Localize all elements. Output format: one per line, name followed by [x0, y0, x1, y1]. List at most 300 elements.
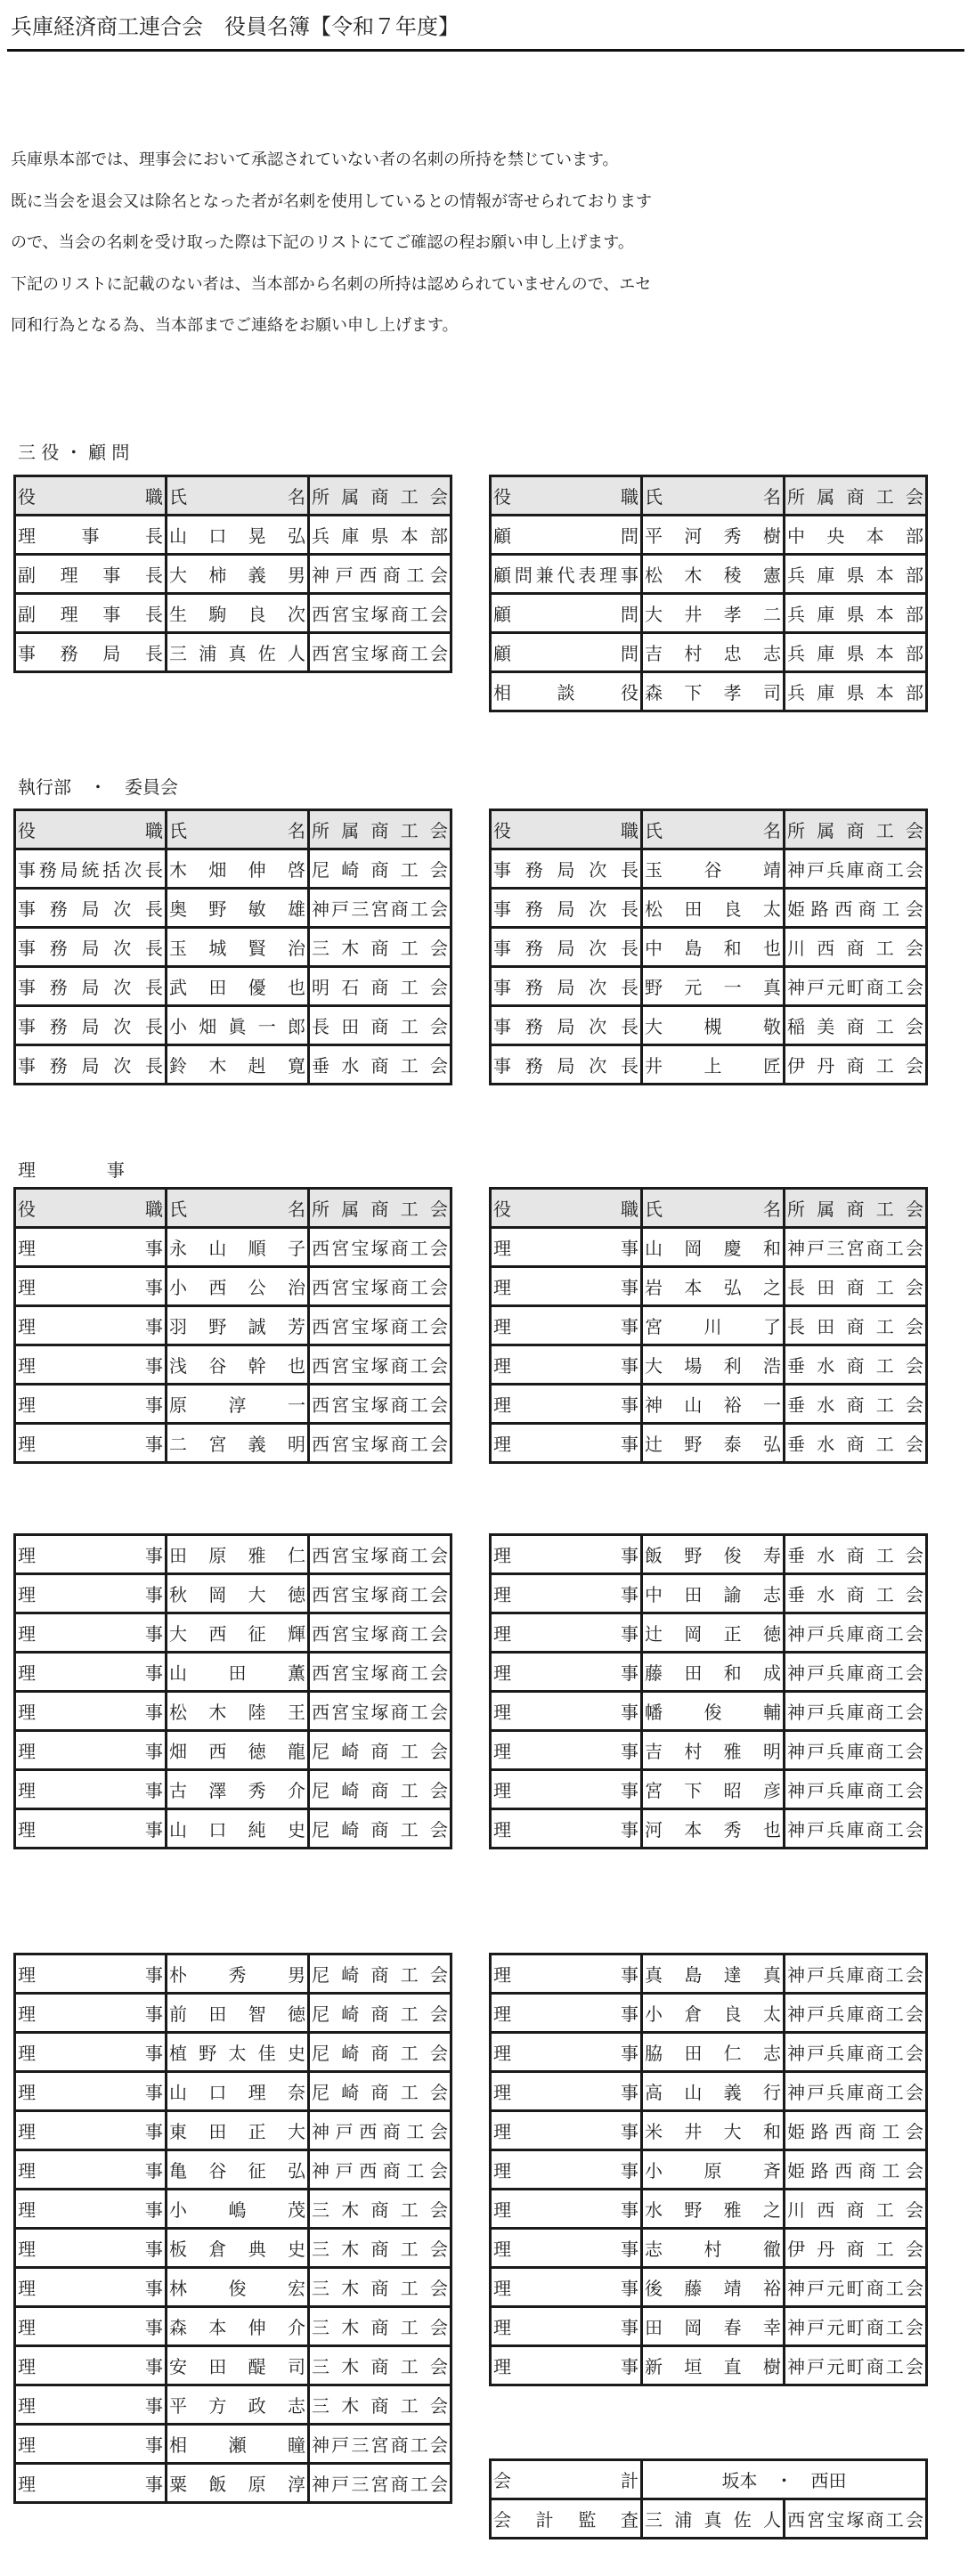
- name-cell-text: 宮 川 了: [645, 1316, 781, 1337]
- affiliation-cell: [785, 633, 927, 672]
- affiliation-cell: [309, 1045, 451, 1085]
- role-cell: [491, 967, 642, 1006]
- role-cell-text: 理 事: [493, 1316, 638, 1337]
- table-row: [491, 1809, 927, 1849]
- table-row: [15, 2033, 451, 2072]
- affiliation-cell: [785, 928, 927, 967]
- affiliation-cell-text: 西 宮 宝 塚 商 工 会: [312, 1702, 448, 1723]
- header-affiliation: [309, 476, 451, 516]
- name-cell-text: 安 田 醍 司: [169, 2356, 305, 2377]
- table-row: [491, 1267, 927, 1306]
- role-cell: [491, 1653, 642, 1692]
- table-row: [15, 2464, 451, 2503]
- role-cell-text: 理 事: [493, 1964, 638, 1986]
- affiliation-cell: [309, 889, 451, 928]
- name-cell-text: 相 瀬 瞳: [169, 2434, 305, 2456]
- role-cell: [491, 2190, 642, 2229]
- name-cell: [642, 849, 785, 889]
- name-cell-text: 粟 飯 原 淳: [169, 2474, 305, 2495]
- role-cell: [15, 1574, 167, 1613]
- role-cell: [491, 555, 642, 594]
- affiliation-cell: [309, 2111, 451, 2150]
- affiliation-cell-text: 中 央 本 部: [787, 525, 923, 547]
- affiliation-cell-text: 西 宮 宝 塚 商 工 会: [312, 1316, 448, 1337]
- role-cell-text: 理 事: [493, 1545, 638, 1566]
- header-name: [642, 476, 785, 516]
- role-cell-text: 理 事: [493, 1355, 638, 1377]
- affiliation-cell: [785, 1045, 927, 1085]
- affiliation-cell-text: 稲 美 商 工 会: [787, 1016, 923, 1037]
- notice-line: ので、当会の名刺を受け取った際は下記のリストにてご確認の程お願い申し上げます。: [11, 233, 634, 252]
- name-cell-text: 大 西 征 輝: [169, 1623, 305, 1645]
- name-cell-text: 中 島 和 也: [645, 938, 781, 959]
- affiliation-cell-text: 三 木 商 工 会: [312, 2317, 448, 2338]
- table-row: [15, 633, 451, 672]
- affiliation-cell: [309, 1613, 451, 1653]
- name-cell: [167, 1770, 309, 1809]
- affiliation-cell-text: 西 宮 宝 塚 商 工 会: [312, 1584, 448, 1605]
- name-cell: [167, 849, 309, 889]
- affiliation-cell: [309, 1954, 451, 1994]
- header-role-text: 役 職: [493, 820, 638, 841]
- name-cell-text: 東 田 正 大: [169, 2121, 305, 2142]
- header-role: [15, 810, 167, 849]
- affiliation-cell: [309, 2033, 451, 2072]
- role-cell-text: 顧 問: [493, 525, 638, 547]
- role-cell-text: 理 事: [18, 1394, 163, 1416]
- table-row: [491, 2072, 927, 2111]
- auditor-role-cell: [491, 2499, 642, 2539]
- table-row: [15, 2150, 451, 2190]
- affiliation-cell: [309, 633, 451, 672]
- affiliation-cell-text: 三 木 商 工 会: [312, 2395, 448, 2417]
- affiliation-cell-text: 尼 崎 商 工 会: [312, 1780, 448, 1801]
- name-cell-text: 松 田 良 太: [645, 898, 781, 920]
- affiliation-cell: [785, 555, 927, 594]
- table-row: [491, 2111, 927, 2150]
- affiliation-cell: [785, 594, 927, 633]
- table-header-row: [491, 810, 927, 849]
- table-row: [491, 1424, 927, 1463]
- affiliation-cell: [309, 1424, 451, 1463]
- table-row: [15, 2229, 451, 2268]
- table-row: [15, 928, 451, 967]
- name-cell: [167, 889, 309, 928]
- role-cell: [15, 1306, 167, 1345]
- affiliation-cell: [785, 1385, 927, 1424]
- header-name-text: 氏 名: [169, 820, 305, 841]
- name-cell-text: 三 浦 真 佐 人: [169, 643, 305, 664]
- name-cell: [642, 594, 785, 633]
- affiliation-cell: [785, 1994, 927, 2033]
- affiliation-cell-text: 神 戸 兵 庫 商 工 会: [787, 2082, 923, 2103]
- name-cell-text: 幡 俊 輔: [645, 1702, 781, 1723]
- name-cell: [642, 1535, 785, 1574]
- affiliation-cell: [309, 1809, 451, 1849]
- role-cell: [15, 1994, 167, 2033]
- name-cell-text: 水 野 雅 之: [645, 2199, 781, 2221]
- role-cell-text: 理 事: [493, 2239, 638, 2260]
- section-label: 理 事: [18, 1159, 125, 1181]
- affiliation-cell-text: 神 戸 三 宮 商 工 会: [787, 1238, 923, 1259]
- role-cell-text: 事 務 局 次 長: [493, 1055, 638, 1077]
- affiliation-cell-text: 尼 崎 商 工 会: [312, 859, 448, 881]
- notice-line: 下記のリストに記載のない者は、当本部から名刺の所持は認められていませんので、エセ: [11, 274, 652, 294]
- role-cell: [15, 849, 167, 889]
- name-cell-text: 武 田 優 也: [169, 977, 305, 998]
- table-row: [491, 2190, 927, 2229]
- name-cell: [642, 1809, 785, 1849]
- header-name-text: 氏 名: [645, 1199, 781, 1220]
- role-cell: [491, 1385, 642, 1424]
- table-row: [15, 1306, 451, 1345]
- affiliation-cell: [309, 849, 451, 889]
- role-cell: [15, 2268, 167, 2307]
- section-label: 三 役 ・ 顧 問: [18, 442, 130, 463]
- header-role-text: 役 職: [493, 486, 638, 508]
- table-row: [491, 2268, 927, 2307]
- role-cell-text: 事 務 局 次 長: [18, 1016, 163, 1037]
- affiliation-cell: [785, 672, 927, 711]
- affiliation-cell-text: 垂 水 商 工 会: [787, 1394, 923, 1416]
- treasurer-row: [491, 2460, 927, 2499]
- header-role-text: 役 職: [18, 1199, 163, 1220]
- table-row: [491, 516, 927, 555]
- header-name-text: 氏 名: [169, 486, 305, 508]
- name-cell-text: 大 槻 敬: [645, 1016, 781, 1037]
- name-cell-text: 林 俊 宏: [169, 2278, 305, 2299]
- role-cell-text: 事 務 局 次 長: [493, 898, 638, 920]
- affiliation-cell: [309, 1994, 451, 2033]
- affiliation-cell: [309, 516, 451, 555]
- role-cell: [491, 1731, 642, 1770]
- affiliation-cell-text: 神 戸 兵 庫 商 工 会: [787, 2003, 923, 2025]
- role-cell: [491, 1006, 642, 1045]
- role-cell-text: 理 事: [18, 1702, 163, 1723]
- affiliation-cell-text: 西 宮 宝 塚 商 工 会: [312, 1394, 448, 1416]
- name-cell: [167, 1653, 309, 1692]
- treasurer-role-cell-text: 会 計: [493, 2470, 638, 2491]
- role-cell: [491, 2150, 642, 2190]
- role-cell: [15, 1267, 167, 1306]
- name-cell: [642, 928, 785, 967]
- affiliation-cell: [309, 2307, 451, 2346]
- table-row: [491, 633, 927, 672]
- role-cell: [15, 1228, 167, 1267]
- name-cell: [167, 1345, 309, 1385]
- name-cell-text: 田 原 雅 仁: [169, 1545, 305, 1566]
- affiliation-cell: [785, 1731, 927, 1770]
- name-cell: [167, 516, 309, 555]
- role-cell-text: 副 理 事 長: [18, 604, 163, 625]
- affiliation-cell-text: 兵 庫 県 本 部: [787, 682, 923, 703]
- role-cell: [491, 1228, 642, 1267]
- name-cell-text: 山 口 晃 弘: [169, 525, 305, 547]
- affiliation-cell-text: 姫 路 西 商 工 会: [787, 898, 923, 920]
- affiliation-cell-text: 西 宮 宝 塚 商 工 会: [312, 1545, 448, 1566]
- affiliation-cell-text: 兵 庫 県 本 部: [787, 565, 923, 586]
- table-row: [15, 967, 451, 1006]
- name-cell: [167, 633, 309, 672]
- name-cell-text: 大 井 孝 二: [645, 604, 781, 625]
- roster-table-right: [489, 475, 928, 712]
- affiliation-cell: [309, 2150, 451, 2190]
- affiliation-cell-text: 長 田 商 工 会: [312, 1016, 448, 1037]
- role-cell-text: 理 事: [18, 2356, 163, 2377]
- name-cell: [167, 1731, 309, 1770]
- role-cell-text: 相 談 役: [493, 682, 638, 703]
- name-cell: [642, 633, 785, 672]
- name-cell-text: 鈴 木 赳 寛: [169, 1055, 305, 1077]
- name-cell: [167, 2150, 309, 2190]
- table-row: [15, 889, 451, 928]
- table-row: [491, 1345, 927, 1385]
- name-cell: [642, 1692, 785, 1731]
- affiliation-cell: [785, 1345, 927, 1385]
- role-cell-text: 理 事: [18, 1780, 163, 1801]
- affiliation-cell-text: 垂 水 商 工 会: [787, 1545, 923, 1566]
- affiliation-cell: [785, 1770, 927, 1809]
- affiliation-cell-text: 西 宮 宝 塚 商 工 会: [312, 1623, 448, 1645]
- role-cell-text: 理 事: [18, 1545, 163, 1566]
- header-name: [167, 476, 309, 516]
- table-row: [491, 1045, 927, 1085]
- role-cell: [15, 2307, 167, 2346]
- role-cell-text: 理 事: [493, 1702, 638, 1723]
- affiliation-cell: [785, 2150, 927, 2190]
- role-cell-text: 理 事: [493, 1623, 638, 1645]
- role-cell-text: 事 務 局 次 長: [18, 977, 163, 998]
- affiliation-cell: [309, 2385, 451, 2425]
- name-cell: [642, 1306, 785, 1345]
- table-row: [491, 2150, 927, 2190]
- roster-table-left: [13, 475, 452, 673]
- treasurer-names-cell: 坂本 ・ 西田: [642, 2460, 927, 2499]
- role-cell: [491, 1345, 642, 1385]
- role-cell: [15, 2190, 167, 2229]
- name-cell-text: 平 方 政 志: [169, 2395, 305, 2417]
- table-row: [15, 2111, 451, 2150]
- affiliation-cell: [785, 1424, 927, 1463]
- role-cell: [15, 967, 167, 1006]
- header-affiliation-text: 所 属 商 工 会: [787, 486, 923, 508]
- name-cell: [642, 516, 785, 555]
- role-cell: [15, 1613, 167, 1653]
- name-cell: [642, 672, 785, 711]
- header-role-text: 役 職: [18, 820, 163, 841]
- role-cell-text: 理 事: [493, 2121, 638, 2142]
- table-row: [15, 1045, 451, 1085]
- role-cell: [491, 1692, 642, 1731]
- table-row: [15, 1954, 451, 1994]
- role-cell: [491, 1424, 642, 1463]
- table-row: [491, 594, 927, 633]
- role-cell-text: 理 事: [493, 2356, 638, 2377]
- name-cell: [167, 2033, 309, 2072]
- affiliation-cell: [785, 2072, 927, 2111]
- role-cell-text: 事 務 局 長: [18, 643, 163, 664]
- section-label: 執行部 ・ 委員会: [18, 776, 178, 798]
- role-cell-text: 理 事: [18, 2395, 163, 2417]
- role-cell-text: 理 事: [493, 2317, 638, 2338]
- name-cell-text: 真 島 達 真: [645, 1964, 781, 1986]
- table-row: [15, 1809, 451, 1849]
- header-role: [15, 476, 167, 516]
- role-cell-text: 理 事: [18, 1434, 163, 1455]
- affiliation-cell-text: 川 西 商 工 会: [787, 2199, 923, 2221]
- table-row: [15, 2190, 451, 2229]
- affiliation-cell: [785, 849, 927, 889]
- auditor-row: [491, 2499, 927, 2539]
- role-cell: [491, 2346, 642, 2385]
- affiliation-cell-text: 垂 水 商 工 会: [787, 1355, 923, 1377]
- name-cell-text: 高 山 義 行: [645, 2082, 781, 2103]
- affiliation-cell: [785, 2268, 927, 2307]
- name-cell-text: 古 澤 秀 介: [169, 1780, 305, 1801]
- role-cell: [491, 1994, 642, 2033]
- role-cell-text: 事 務 局 次 長: [493, 938, 638, 959]
- role-cell: [15, 2464, 167, 2503]
- role-cell: [491, 1770, 642, 1809]
- role-cell-text: 理 事 長: [18, 525, 163, 547]
- affiliation-cell-text: 三 木 商 工 会: [312, 2356, 448, 2377]
- name-cell-text: 永 山 順 子: [169, 1238, 305, 1259]
- table-row: [15, 1731, 451, 1770]
- name-cell-text: 山 岡 慶 和: [645, 1238, 781, 1259]
- role-cell-text: 事 務 局 次 長: [493, 859, 638, 881]
- name-cell-text: 藤 田 和 成: [645, 1662, 781, 1684]
- role-cell: [15, 1692, 167, 1731]
- name-cell: [642, 1385, 785, 1424]
- role-cell: [491, 1954, 642, 1994]
- affiliation-cell-text: 垂 水 商 工 会: [787, 1434, 923, 1455]
- notice-text: [11, 140, 955, 347]
- affiliation-cell: [309, 2229, 451, 2268]
- affiliation-cell-text: 長 田 商 工 会: [787, 1316, 923, 1337]
- affiliation-cell-text: 神 戸 三 宮 商 工 会: [312, 898, 448, 920]
- name-cell: [642, 1045, 785, 1085]
- affiliation-cell-text: 兵 庫 県 本 部: [312, 525, 448, 547]
- role-cell-text: 理 事: [493, 2082, 638, 2103]
- name-cell-text: 前 田 智 徳: [169, 2003, 305, 2025]
- table-row: [15, 2072, 451, 2111]
- table-header-row: [491, 476, 927, 516]
- role-cell-text: 理 事: [18, 2121, 163, 2142]
- affiliation-cell-text: 西 宮 宝 塚 商 工 会: [312, 1238, 448, 1259]
- affiliation-cell: [309, 1574, 451, 1613]
- affiliation-cell-text: 神 戸 兵 庫 商 工 会: [787, 1741, 923, 1762]
- header-role: [15, 1189, 167, 1228]
- name-cell: [642, 1770, 785, 1809]
- role-cell-text: 理 事: [18, 2003, 163, 2025]
- role-cell-text: 理 事: [493, 2199, 638, 2221]
- affiliation-cell-text: 神 戸 元 町 商 工 会: [787, 2278, 923, 2299]
- affiliation-cell: [785, 2229, 927, 2268]
- header-name: [167, 810, 309, 849]
- name-cell-text: 新 垣 直 樹: [645, 2356, 781, 2377]
- affiliation-cell: [309, 1385, 451, 1424]
- header-affiliation: [309, 1189, 451, 1228]
- name-cell: [642, 1653, 785, 1692]
- affiliation-cell: [309, 2190, 451, 2229]
- role-cell: [491, 2229, 642, 2268]
- name-cell: [642, 1228, 785, 1267]
- role-cell-text: 理 事: [493, 1741, 638, 1762]
- roster-table-left: [13, 1533, 452, 1849]
- auditor-affiliation-cell: [785, 2499, 927, 2539]
- role-cell: [15, 1045, 167, 1085]
- name-cell: [642, 2190, 785, 2229]
- role-cell: [15, 1954, 167, 1994]
- name-cell: [167, 1424, 309, 1463]
- name-cell-text: 中 田 諭 志: [645, 1584, 781, 1605]
- affiliation-cell-text: 神 戸 西 商 工 会: [312, 2121, 448, 2142]
- name-cell-text: 岩 本 弘 之: [645, 1277, 781, 1298]
- role-cell-text: 理 事: [18, 1819, 163, 1841]
- role-cell-text: 理 事: [18, 2474, 163, 2495]
- affiliation-cell: [785, 1954, 927, 1994]
- role-cell-text: 理 事: [18, 1238, 163, 1259]
- affiliation-cell: [785, 967, 927, 1006]
- table-row: [491, 2229, 927, 2268]
- name-cell: [642, 2229, 785, 2268]
- role-cell: [15, 1385, 167, 1424]
- table-row: [491, 1770, 927, 1809]
- affiliation-cell: [785, 1692, 927, 1731]
- table-row: [491, 1385, 927, 1424]
- affiliation-cell-text: 兵 庫 県 本 部: [787, 604, 923, 625]
- role-cell-text: 理 事: [493, 2160, 638, 2182]
- role-cell: [491, 1574, 642, 1613]
- affiliation-cell-text: 伊 丹 商 工 会: [787, 2239, 923, 2260]
- affiliation-cell-text: 尼 崎 商 工 会: [312, 2082, 448, 2103]
- name-cell: [642, 2307, 785, 2346]
- roster-table-left: [13, 1187, 452, 1464]
- name-cell: [642, 1267, 785, 1306]
- table-header-row: [15, 476, 451, 516]
- name-cell-text: 生 駒 良 次: [169, 604, 305, 625]
- name-cell: [167, 1954, 309, 1994]
- affiliation-cell-text: 伊 丹 商 工 会: [787, 1055, 923, 1077]
- role-cell-text: 理 事: [18, 1623, 163, 1645]
- roster-table-left: [13, 809, 452, 1085]
- name-cell-text: 畑 西 徳 龍: [169, 1741, 305, 1762]
- role-cell-text: 理 事: [18, 1316, 163, 1337]
- affiliation-cell: [309, 2346, 451, 2385]
- affiliation-cell-text: 神 戸 兵 庫 商 工 会: [787, 1964, 923, 1986]
- name-cell-text: 小 西 公 治: [169, 1277, 305, 1298]
- name-cell-text: 大 柿 義 男: [169, 565, 305, 586]
- name-cell-text: 松 木 稜 憲: [645, 565, 781, 586]
- auditor-name-cell: [642, 2499, 785, 2539]
- table-row: [15, 1385, 451, 1424]
- table-row: [15, 1613, 451, 1653]
- table-row: [15, 1345, 451, 1385]
- role-cell-text: 事 務 局 次 長: [493, 977, 638, 998]
- role-cell: [491, 1306, 642, 1345]
- name-cell: [167, 1613, 309, 1653]
- auditor-role-cell-text: 会 計 監 査: [493, 2509, 638, 2531]
- affiliation-cell-text: 明 石 商 工 会: [312, 977, 448, 998]
- table-row: [15, 1267, 451, 1306]
- role-cell-text: 事 務 局 次 長: [493, 1016, 638, 1037]
- role-cell: [491, 1267, 642, 1306]
- name-cell: [642, 1954, 785, 1994]
- affiliation-cell: [309, 1306, 451, 1345]
- affiliation-cell-text: 西 宮 宝 塚 商 工 会: [312, 604, 448, 625]
- role-cell: [491, 2307, 642, 2346]
- role-cell: [491, 2111, 642, 2150]
